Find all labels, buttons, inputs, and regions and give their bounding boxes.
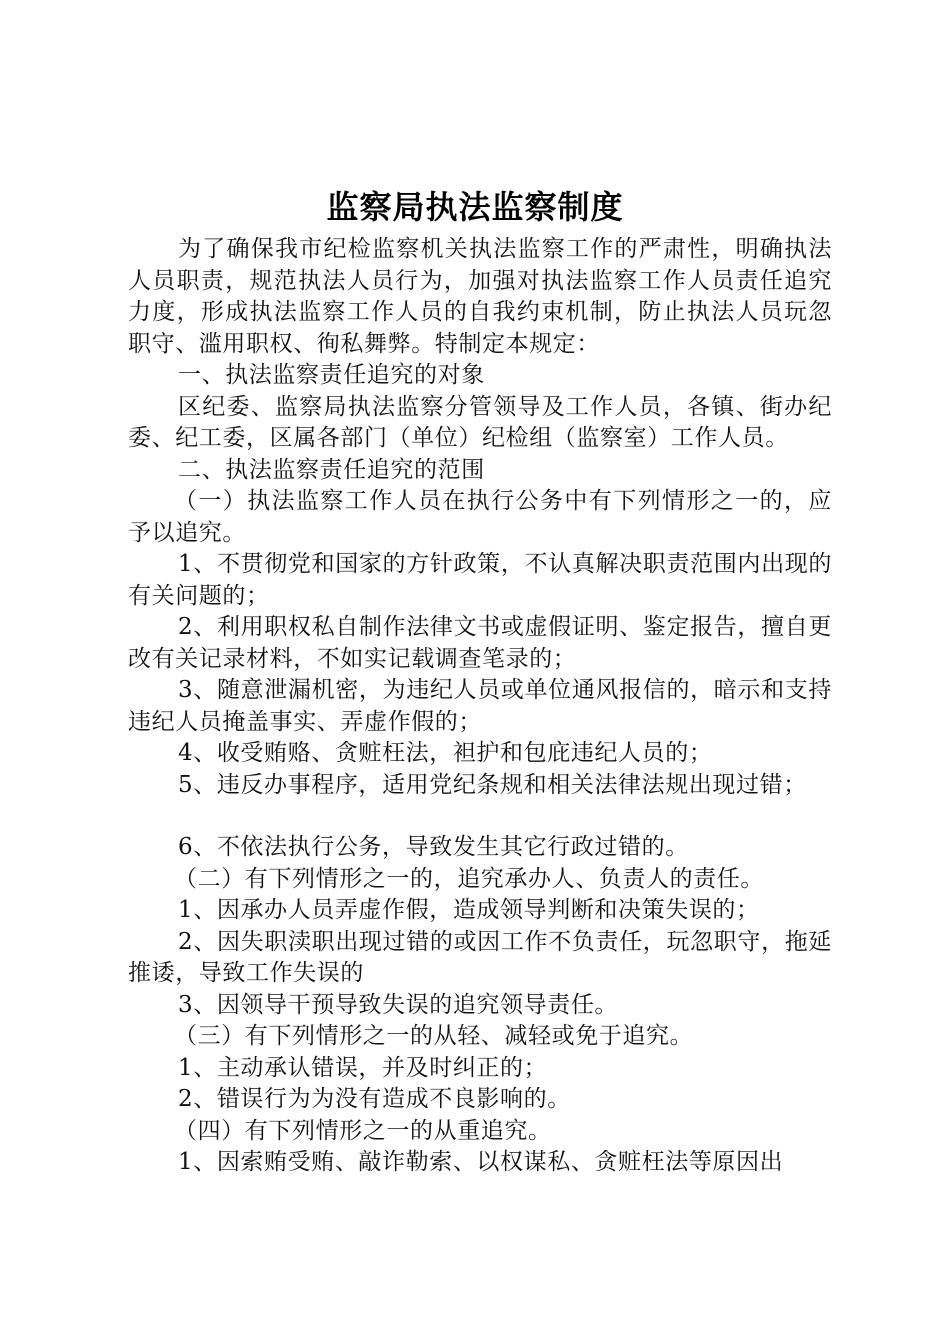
subsection-heading: （一）执法监察工作人员在执行公务中有下列情形之一的，应予以追究。 [128, 488, 832, 546]
section-heading: 一、执法监察责任追究的对象 [178, 362, 485, 388]
list-item: 5、违反办事程序，适用党纪条规和相关法律法规出现过错； [178, 771, 807, 798]
list-item: 1、因承办人员弄虚作假，造成领导判断和决策失误的； [178, 897, 760, 923]
document-body [128, 234, 832, 1179]
list-item: 1、不贯彻党和国家的方针政策，不认真解决职责范围内出现的有关问题的； [128, 551, 832, 609]
blank-line [128, 801, 832, 832]
section-heading: 二、执法监察责任追究的范围 [178, 456, 485, 483]
list-item: 1、主动承认错误，并及时纠正的； [178, 1054, 548, 1081]
subsection-heading: （三）有下列情形之一的从轻、减轻或免于追究。 [174, 1023, 694, 1049]
list-item: 3、随意泄漏机密，为违纪人员或单位通风报信的，暗示和支持违纪人员掩盖事实、弄虚作假的； [128, 677, 832, 735]
document-title: 监察局执法监察制度 [326, 188, 624, 226]
list-item: 2、利用职权私自制作法律文书或虚假证明、鉴定报告，擅自更改有关记录材料，不如实记载调查笔录的； [128, 614, 832, 672]
intro-paragraph: 为了确保我市纪检监察机关执法监察工作的严肃性，明确执法人员职责，规范执法人员行为，加强对执法监察工作人员责任追究力度，形成执法监察工作人员的自我约束机制，防止执法人员玩忽职守、滥用职权、徇私舞弊。特制定本规定： [128, 236, 832, 357]
subsection-heading: （四）有下列情形之一的从重追究。 [174, 1117, 552, 1144]
paragraph: 区纪委、监察局执法监察分管领导及工作人员，各镇、街办纪委、纪工委，区属各部门（单位）纪检组（监察室）工作人员。 [128, 393, 832, 451]
list-item: 2、因失职渎职出现过错的或因工作不负责任，玩忽职守，拖延推诿，导致工作失误的 [128, 928, 832, 986]
list-item: 2、错误行为为没有造成不良影响的。 [178, 1086, 571, 1112]
subsection-heading: （二）有下列情形之一的，追究承办人、负责人的责任。 [174, 865, 764, 892]
list-item: 1、因索贿受贿、敲诈勒索、以权谋私、贪赃枉法等原因出 [178, 1149, 784, 1175]
list-item: 3、因领导干预导致失误的追究领导责任。 [178, 991, 619, 1018]
list-item: 4、收受贿赂、贪赃枉法，袒护和包庇违纪人员的； [178, 740, 713, 766]
list-item: 6、不依法执行公务，导致发生其它行政过错的。 [178, 834, 689, 860]
